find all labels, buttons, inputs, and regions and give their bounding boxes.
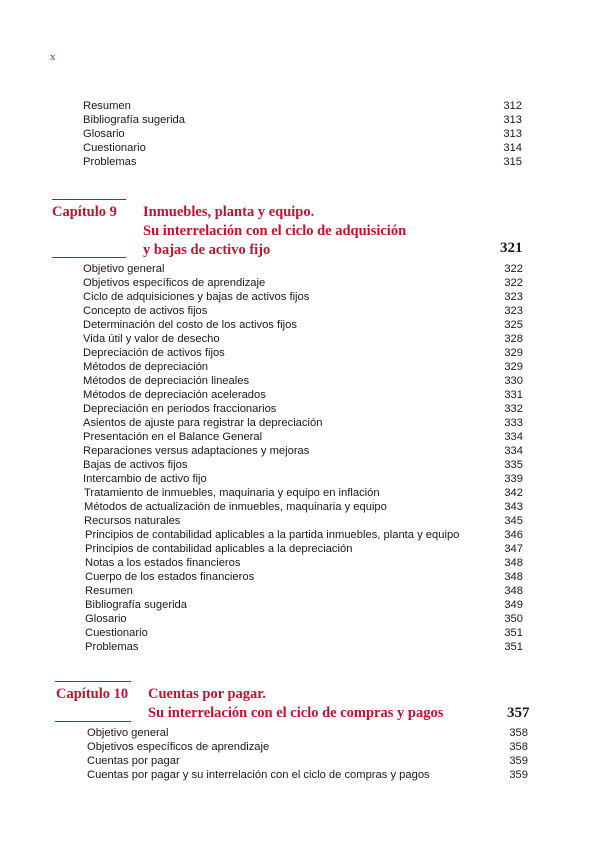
toc-entry[interactable] [83,332,523,346]
chapter-rule-top [52,199,126,200]
toc-entry-page: 323 [504,305,523,317]
toc-entry-page: 313 [503,128,522,140]
toc-entry[interactable] [83,416,523,430]
toc-entry-label: Cuentas por pagar y su interrelación con el ciclo de compras y pagos [87,769,430,781]
toc-entry-label: Glosario [85,613,127,625]
toc-entry[interactable] [87,726,528,740]
toc-entry[interactable] [83,402,523,416]
chapter-rule-bottom [52,257,126,258]
toc-entry-label: Bajas de activos fijos [83,459,188,471]
toc-entry-label: Objetivos específicos de aprendizaje [83,277,266,289]
toc-entry-label: Métodos de actualización de inmuebles, maquinaria y equipo [84,501,387,513]
toc-entry-page: 347 [504,543,523,555]
toc-entry[interactable] [83,127,522,141]
toc-entry-label: Principios de contabilidad aplicables a la depreciación [85,543,353,555]
toc-entry-page: 325 [504,319,523,331]
toc-entry[interactable] [83,113,522,127]
page-number: x [50,51,56,63]
toc-entry-label: Resumen [83,100,131,112]
toc-entry[interactable] [85,640,523,654]
toc-entry-page: 329 [504,347,523,359]
toc-entry-page: 334 [504,431,523,443]
toc-entry-label: Reparaciones versus adaptaciones y mejoras [83,445,310,457]
toc-entry-label: Principios de contabilidad aplicables a la partida inmuebles, planta y equipo [85,529,460,541]
toc-entry-page: 342 [504,487,523,499]
toc-entry[interactable] [87,754,528,768]
toc-entry[interactable] [83,458,523,472]
toc-entry-page: 330 [504,375,523,387]
toc-entry-page: 333 [504,417,523,429]
toc-entry[interactable] [83,290,523,304]
toc-entry-label: Intercambio de activo fijo [83,473,207,485]
toc-entry-label: Cuerpo de los estados financieros [85,571,255,583]
toc-entry[interactable] [83,141,522,155]
toc-entry-label: Resumen [85,585,133,597]
toc-entry[interactable] [84,486,523,500]
toc-entry-page: 322 [504,263,523,275]
toc-entry[interactable] [83,346,523,360]
chapter-label[interactable]: Capítulo 9 [52,204,117,220]
toc-entry-page: 323 [504,291,523,303]
toc-entry-label: Cuentas por pagar [87,755,180,767]
toc-entry-label: Métodos de depreciación acelerados [83,389,266,401]
toc-entry[interactable] [83,99,522,113]
toc-entry-label: Concepto de activos fijos [83,305,208,317]
chapter-page: 357 [507,705,530,721]
toc-entry-page: 322 [504,277,523,289]
toc-entry-label: Notas a los estados financieros [85,557,241,569]
toc-entry[interactable] [85,570,523,584]
toc-entry[interactable] [85,626,523,640]
chapter-title-line[interactable]: Cuentas por pagar. [148,686,267,702]
toc-entry-label: Bibliografía sugerida [83,114,185,126]
toc-entry-page: 346 [504,529,523,541]
toc-entry-page: 358 [509,741,528,753]
toc-entry[interactable] [83,276,523,290]
toc-entry-label: Ciclo de adquisiciones y bajas de activos fijos [83,291,310,303]
toc-entry[interactable] [83,155,522,169]
toc-entry-label: Bibliografía sugerida [85,599,187,611]
chapter-title-line[interactable]: Su interrelación con el ciclo de compras y pagos [148,705,444,721]
toc-entry-label: Tratamiento de inmuebles, maquinaria y equipo en inflación [84,487,380,499]
toc-entry-page: 350 [504,613,523,625]
toc-entry[interactable] [83,360,523,374]
toc-entry[interactable] [83,262,523,276]
toc-entry-page: 359 [509,769,528,781]
toc-entry[interactable] [83,444,523,458]
toc-entry[interactable] [83,318,523,332]
toc-entry[interactable] [85,584,523,598]
toc-entry-page: 349 [504,599,523,611]
toc-entry-label: Objetivo general [87,727,169,739]
toc-entry-label: Métodos de depreciación lineales [83,375,250,387]
chapter-page: 321 [500,240,523,256]
toc-entry-label: Cuestionario [83,142,146,154]
toc-entry-label: Vida útil y valor de desecho [83,333,220,345]
toc-entry[interactable] [84,514,523,528]
toc-entry-page: 345 [504,515,523,527]
toc-entry-page: 351 [504,641,523,653]
toc-entry-label: Asientos de ajuste para registrar la depreciación [83,417,323,429]
chapter-label[interactable]: Capítulo 10 [56,686,129,702]
toc-entry-page: 348 [504,571,523,583]
toc-entry[interactable] [83,430,523,444]
toc-entry-label: Problemas [83,156,137,168]
toc-entry-page: 328 [504,333,523,345]
toc-entry[interactable] [85,612,523,626]
toc-entry-page: 359 [509,755,528,767]
toc-entry[interactable] [84,500,523,514]
toc-entry[interactable] [83,374,523,388]
toc-entry[interactable] [85,556,523,570]
toc-entry-page: 334 [504,445,523,457]
toc-entry-label: Objetivo general [83,263,165,275]
toc-entry-page: 314 [503,142,522,154]
toc-entry[interactable] [85,528,523,542]
toc-entry-page: 331 [504,389,523,401]
chapter-title-line[interactable]: y bajas de activo fijo [143,242,271,258]
toc-entry-label: Glosario [83,128,125,140]
toc-entry-page: 339 [504,473,523,485]
toc-entry-page: 332 [504,403,523,415]
toc-entry[interactable] [85,542,523,556]
toc-entry-page: 348 [504,557,523,569]
chapter-title-line[interactable]: Inmuebles, planta y equipo. [143,204,315,220]
toc-entry-label: Determinación del costo de los activos fijos [83,319,297,331]
toc-entry-page: 351 [504,627,523,639]
toc-entry-page: 313 [503,114,522,126]
toc-entry-page: 358 [509,727,528,739]
toc-entry-label: Objetivos específicos de aprendizaje [87,741,270,753]
toc-entry-label: Cuestionario [85,627,148,639]
toc-entry-page: 329 [504,361,523,373]
toc-entry-page: 348 [504,585,523,597]
toc-entry-label: Recursos naturales [84,515,181,527]
toc-entry-page: 335 [504,459,523,471]
chapter-rule-top [55,681,131,682]
toc-entry[interactable] [83,472,523,486]
toc-entry-label: Presentación en el Balance General [83,431,263,443]
toc-entry-label: Problemas [85,641,139,653]
chapter-title-line[interactable]: Su interrelación con el ciclo de adquisición [143,223,407,239]
toc-entry-page: 315 [503,156,522,168]
toc-entry-page: 343 [504,501,523,513]
toc-entry[interactable] [83,304,523,318]
chapter-rule-bottom [55,721,131,722]
toc-entry[interactable] [83,388,523,402]
toc-entry-label: Depreciación de activos fijos [83,347,225,359]
toc-entry-label: Depreciación en periodos fraccionarios [83,403,277,415]
toc-entry[interactable] [85,598,523,612]
toc-entry-label: Métodos de depreciación [83,361,209,373]
toc-entry[interactable] [87,740,528,754]
toc-entry[interactable] [87,768,528,782]
toc-entry-page: 312 [503,100,522,112]
